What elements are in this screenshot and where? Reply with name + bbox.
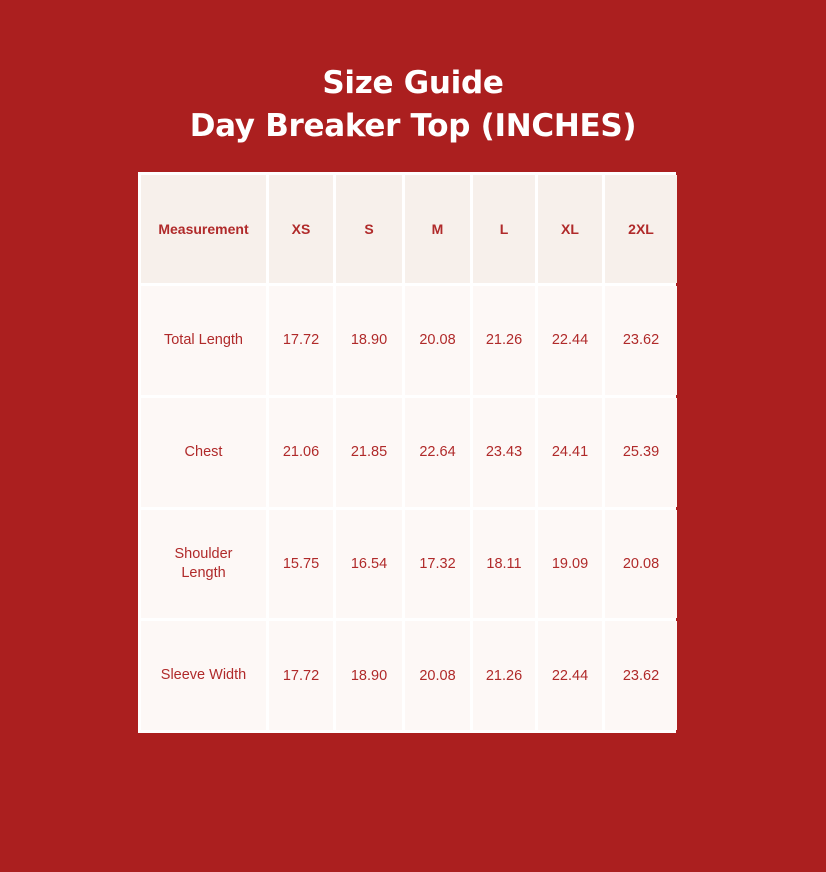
cell-value: 21.06 — [269, 398, 333, 507]
cell-value: 25.39 — [605, 398, 677, 507]
cell-value: 19.09 — [538, 510, 602, 619]
table-row — [141, 510, 677, 619]
row-label: Chest — [141, 398, 266, 507]
table-row — [141, 398, 677, 507]
row-label-text: Shoulder Length — [174, 545, 233, 581]
table-row — [141, 286, 677, 395]
cell-value: 21.85 — [336, 398, 402, 507]
cell-value: 18.90 — [336, 621, 402, 730]
cell-value: 23.62 — [605, 286, 677, 395]
cell-value: 18.90 — [336, 286, 402, 395]
cell-value: 20.08 — [405, 621, 470, 730]
header-size-l: L — [473, 175, 535, 283]
header-size-xl: XL — [538, 175, 602, 283]
cell-value: 20.08 — [605, 510, 677, 619]
size-table — [138, 172, 676, 733]
cell-value: 18.11 — [473, 510, 535, 619]
row-label: Sleeve Width — [141, 621, 266, 730]
cell-value: 24.41 — [538, 398, 602, 507]
header-size-s: S — [336, 175, 402, 283]
cell-value: 23.43 — [473, 398, 535, 507]
title-line-2: Day Breaker Top (INCHES) — [189, 108, 637, 144]
title-line-1: Size Guide — [322, 65, 504, 101]
cell-value: 21.26 — [473, 286, 535, 395]
header-measurement: Measurement — [141, 175, 266, 283]
header-size-xs: XS — [269, 175, 333, 283]
cell-value: 17.72 — [269, 286, 333, 395]
cell-value: 22.44 — [538, 621, 602, 730]
cell-value: 22.44 — [538, 286, 602, 395]
table-header-row — [141, 175, 677, 283]
cell-value: 15.75 — [269, 510, 333, 619]
table-row — [141, 621, 677, 730]
cell-value: 23.62 — [605, 621, 677, 730]
header-size-m: M — [405, 175, 470, 283]
row-label: Total Length — [141, 286, 266, 395]
cell-value: 17.32 — [405, 510, 470, 619]
cell-value: 17.72 — [269, 621, 333, 730]
cell-value: 21.26 — [473, 621, 535, 730]
cell-value: 20.08 — [405, 286, 470, 395]
row-label — [141, 510, 266, 619]
cell-value: 16.54 — [336, 510, 402, 619]
cell-value: 22.64 — [405, 398, 470, 507]
page-title — [0, 62, 826, 148]
header-size-2xl: 2XL — [605, 175, 677, 283]
